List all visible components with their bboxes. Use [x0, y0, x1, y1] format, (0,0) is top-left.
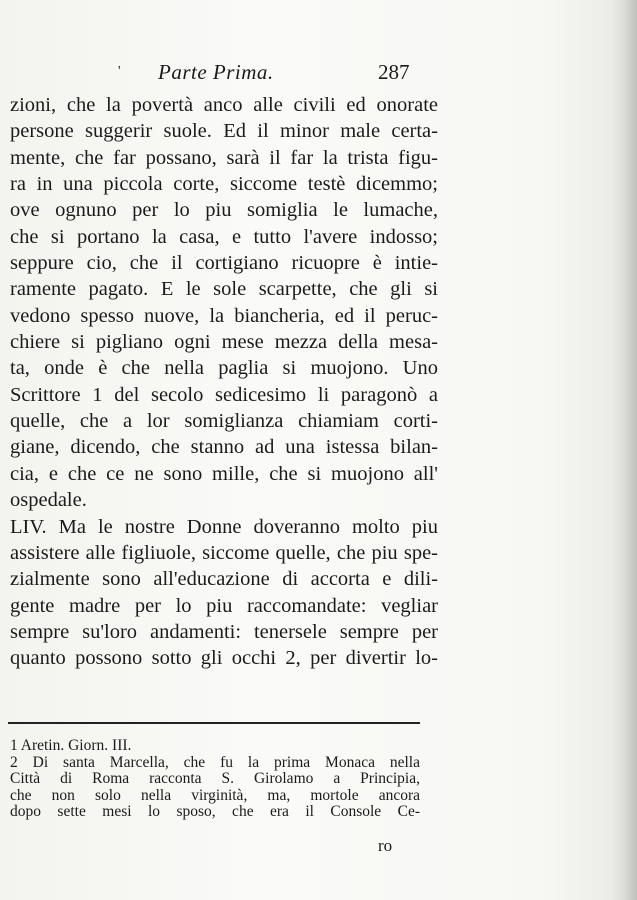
footnote-line: che non solo nella virginità, ma, mortole ancora: [10, 786, 420, 804]
text-line: cia, e che ce ne sono mille, che si muojono all': [10, 462, 438, 485]
text-line: Scrittore 1 del secolo sedicesimo li paragonò a: [10, 383, 438, 406]
footnote-line: dopo sette mesi lo sposo, che era il Console Ce-: [10, 803, 420, 820]
page-number: 287: [378, 60, 410, 84]
text-line: ta, onde è che nella paglia si muojono. Uno: [10, 357, 438, 380]
text-line: gente madre per lo piu raccomandate: vegliar: [10, 594, 438, 617]
text-line: persone suggerir suole. Ed il minor male certa-: [10, 120, 438, 143]
page-edge-shadow: [611, 0, 637, 900]
footnote-line: Città di Roma racconta S. Girolamo a Principia,: [10, 770, 420, 787]
text-line: ove ognuno per lo piu somiglia le lumache,: [10, 199, 438, 222]
footnotes: [10, 738, 420, 821]
header-mark: ': [118, 64, 121, 79]
text-line: chiere si pigliano ogni mese mezza della mesa-: [10, 331, 438, 354]
text-line: mente, che far possano, sarà il far la trista figu-: [10, 146, 438, 169]
text-line: zioni, che la povertà anco alle civili ed onorate: [10, 94, 438, 116]
text-line: assistere alle figliuole, siccome quelle, che piu spe-: [10, 541, 438, 564]
footnote-line: 2 Di santa Marcella, che fu la prima Monaca nella: [10, 753, 420, 771]
body-text: [10, 92, 438, 672]
section-start-line: LIV. Ma le nostre Donne doveranno molto piu: [10, 515, 438, 538]
page-header: [0, 60, 637, 90]
text-line: che si portano la casa, e tutto l'avere indosso;: [10, 225, 438, 248]
text-line: zialmente sono all'educazione di accorta e dili-: [10, 568, 438, 591]
text-line: giane, dicendo, che stanno ad una istessa bilan-: [10, 436, 438, 459]
text-line: ramente pagato. E le sole scarpette, che gli si: [10, 278, 438, 301]
text-line: ra in una piccola corte, siccome testè dicemmo;: [10, 173, 438, 196]
catchword: ro: [378, 836, 393, 855]
text-line: vedono spesso nuove, la biancheria, ed il peruc-: [10, 304, 438, 327]
text-line: sempre su'loro andamenti: tenersele sempre per: [10, 620, 438, 643]
text-line: quanto possono sotto gli occhi 2, per divertir lo-: [10, 647, 438, 670]
footnote-rule: [8, 722, 420, 724]
text-line: ospedale.: [10, 489, 87, 512]
footnote-line: 1 Aretin. Giorn. III.: [10, 737, 132, 754]
running-head: Parte Prima.: [158, 60, 274, 84]
text-line: quelle, che a lor somiglianza chiamiam corti-: [10, 410, 438, 433]
text-line: seppure cio, che il cortigiano ricuopre è intie-: [10, 252, 438, 275]
